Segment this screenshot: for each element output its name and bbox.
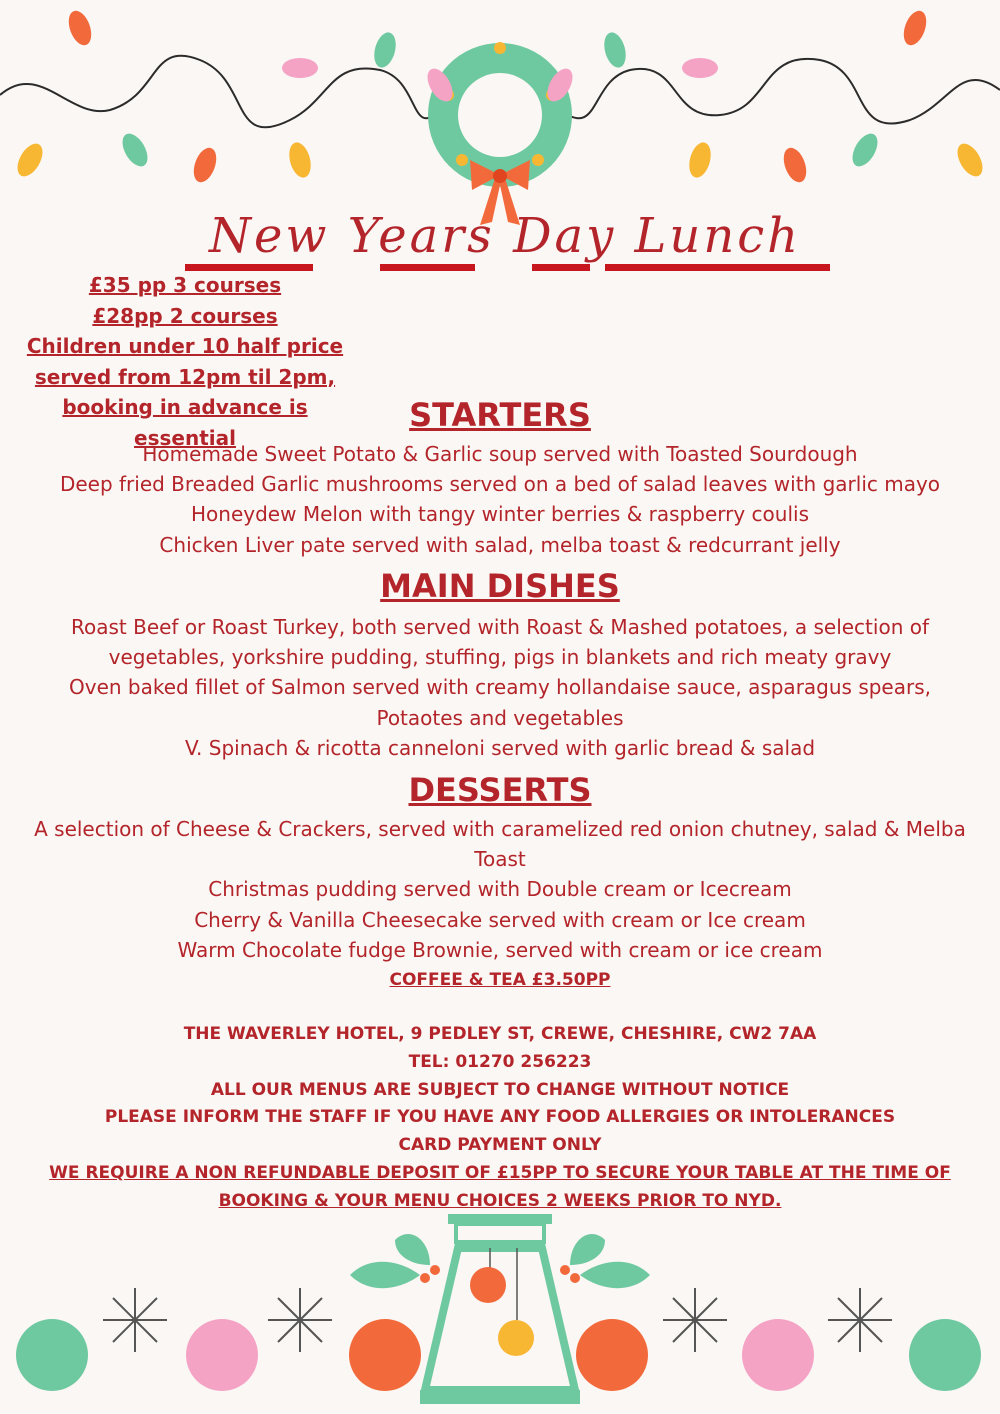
coffee-tea-price: COFFEE & TEA £3.50PP xyxy=(389,970,611,990)
lantern-icon xyxy=(420,1214,580,1404)
menu-item: Cherry & Vanilla Cheesecake served with cream or Ice cream xyxy=(194,907,806,932)
menu-item: Homemade Sweet Potato & Garlic soup served with Toasted Sourdough xyxy=(142,442,858,466)
title-underline xyxy=(605,264,830,271)
menu-item: Oven baked fillet of Salmon served with creamy hollandaise sauce, asparagus spears, Potaotes and vegetables xyxy=(69,675,931,730)
bauble-icon xyxy=(16,1319,981,1391)
menu-item: Roast Beef or Roast Turkey, both served with Roast & Mashed potatoes, a selection of vegetables, yorkshire pudding, stuffing, pigs in blankets and rich meaty gravy xyxy=(70,615,930,670)
title-underline xyxy=(532,264,590,271)
desserts-heading: DESSERTS xyxy=(408,771,592,809)
mains-heading: MAIN DISHES xyxy=(380,567,620,605)
price-3-courses: £35 pp 3 courses xyxy=(88,273,282,297)
bottom-decoration xyxy=(0,1210,1000,1414)
starters-heading: STARTERS xyxy=(409,396,591,434)
mains-list xyxy=(40,612,960,763)
address: THE WAVERLEY HOTEL, 9 PEDLEY ST, CREWE, CHESHIRE, CW2 7AA xyxy=(183,1024,817,1044)
booking-note: booking in advance is essential xyxy=(62,395,308,450)
menu-item: Warm Chocolate fudge Brownie, served with cream or ice cream xyxy=(177,937,823,962)
allergy-notice: PLEASE INFORM THE STAFF IF YOU HAVE ANY FOOD ALLERGIES OR INTOLERANCES xyxy=(104,1107,896,1128)
change-notice: ALL OUR MENUS ARE SUBJECT TO CHANGE WITHOUT NOTICE xyxy=(210,1079,790,1100)
menu-item: Deep fried Breaded Garlic mushrooms served on a bed of salad leaves with garlic mayo xyxy=(59,472,941,497)
serving-times: served from 12pm til 2pm, xyxy=(34,364,336,389)
menu-item: Chicken Liver pate served with salad, melba toast & redcurrant jelly xyxy=(159,532,841,557)
page-title: New Years Day Lunch xyxy=(208,208,802,264)
menu-item: V. Spinach & ricotta canneloni served with garlic bread & salad xyxy=(184,735,816,760)
desserts-list xyxy=(10,814,990,965)
deposit-notice: WE REQUIRE A NON REFUNDABLE DEPOSIT OF £15PP TO SECURE YOUR TABLE AT THE TIME OF xyxy=(49,1162,951,1183)
children-price: Children under 10 half price xyxy=(26,334,344,358)
telephone: TEL: 01270 256223 xyxy=(408,1051,592,1072)
menu-item: Honeydew Melon with tangy winter berries & raspberry coulis xyxy=(191,502,809,527)
menu-item: A selection of Cheese & Crackers, served with caramelized red onion chutney, salad & Melba Toast xyxy=(34,817,966,872)
hotel-info xyxy=(0,1021,1000,1216)
payment-notice: CARD PAYMENT ONLY xyxy=(398,1135,602,1156)
title-underline xyxy=(380,264,475,271)
menu-item: Christmas pudding served with Double cream or Icecream xyxy=(208,877,792,902)
price-2-courses: £28pp 2 courses xyxy=(92,303,278,328)
starters-list xyxy=(10,439,990,560)
deposit-notice-cont: BOOKING & YOUR MENU CHOICES 2 WEEKS PRIOR TO NYD. xyxy=(218,1190,782,1211)
